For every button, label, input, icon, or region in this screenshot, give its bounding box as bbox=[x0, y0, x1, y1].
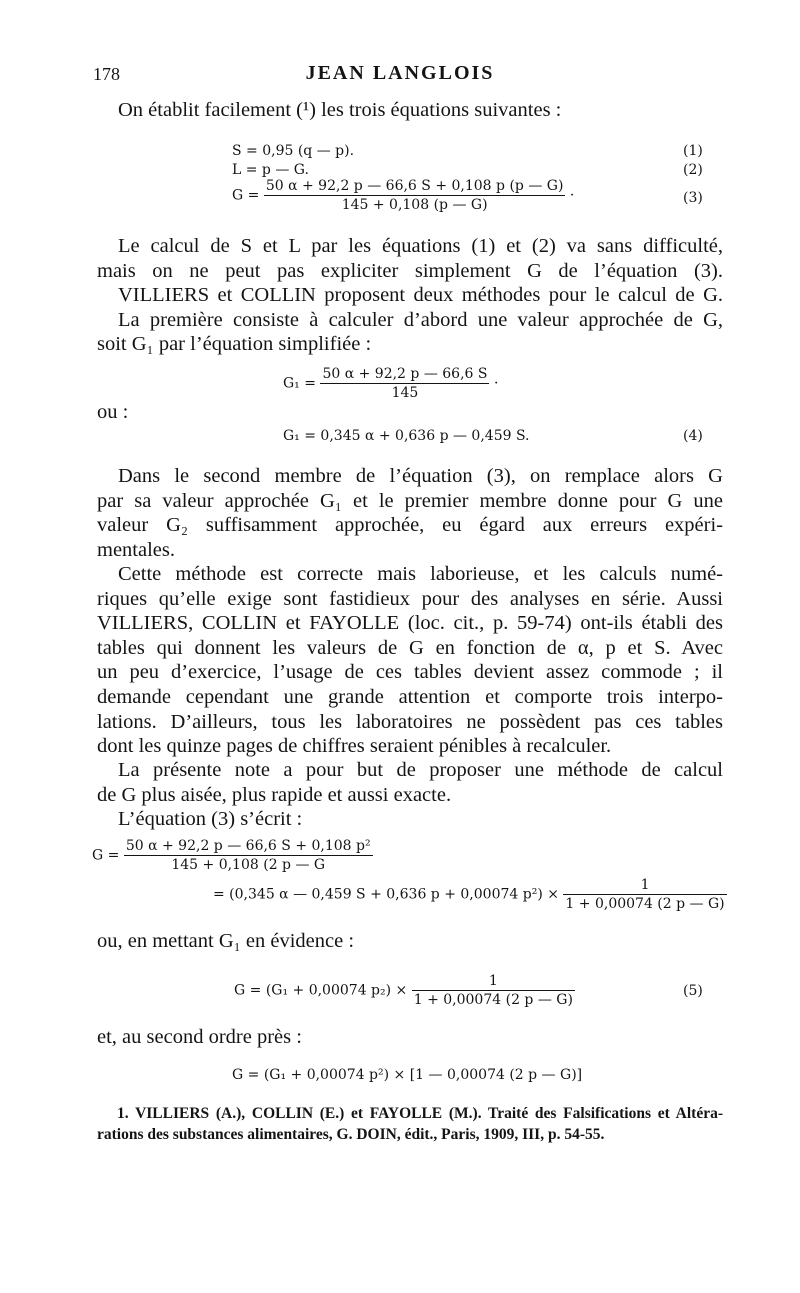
equation-number-3: (3) bbox=[683, 190, 703, 206]
paragraph-methode bbox=[97, 562, 723, 759]
text-line: valeur G₂ suffisamment approchée, eu égard aux erreurs expéri- bbox=[97, 514, 723, 537]
fraction-numerator: 1 bbox=[412, 973, 575, 991]
fraction-numerator: 50 α + 92,2 p — 66,6 S + 0,108 p (p — G) bbox=[265, 178, 564, 194]
fraction-denominator: 145 + 0,108 (2 p — G bbox=[171, 857, 326, 873]
equation-3-tail: · bbox=[569, 187, 575, 204]
ou-label bbox=[97, 400, 723, 425]
text-line: VILLIERS et COLLIN proposent deux méthodes pour le calcul de G. bbox=[118, 284, 723, 307]
footnote-line: 1. VILLIERS (A.), COLLIN (E.) et FAYOLLE (M.). Traité des Falsifications et Altéra- bbox=[117, 1105, 723, 1122]
equation-4a bbox=[283, 366, 498, 401]
text-line: de G plus aisée, plus rapide et aussi exacte. bbox=[97, 783, 452, 806]
equation-3-fraction bbox=[264, 178, 566, 213]
equation-2: L = p — G. bbox=[232, 162, 309, 178]
equation-6-fraction bbox=[412, 973, 575, 1008]
equation-4a-fraction bbox=[320, 366, 489, 401]
equation-6-expression: G = (G₁ + 0,00074 p₂) × bbox=[234, 982, 408, 999]
equation-4b: G₁ = 0,345 α + 0,636 p — 0,459 S. bbox=[283, 428, 530, 444]
equation-4a-tail: · bbox=[493, 375, 499, 392]
equation-5a-lhs: G = bbox=[92, 847, 120, 864]
fraction-denominator: 145 + 0,108 (p — G) bbox=[341, 197, 488, 213]
text-line: riques qu’elle exige sont fastidieux pour des analyses en série. Aussi bbox=[97, 587, 723, 610]
text-line: et, au second ordre près : bbox=[97, 1026, 302, 1048]
fraction-numerator: 50 α + 92,2 p — 66,6 S bbox=[322, 366, 488, 382]
text-line: dont les quinze pages de chiffres seraient pénibles à recalculer. bbox=[97, 735, 612, 758]
text-line: mais on ne peut pas expliciter simplement G de l’équation (3). bbox=[97, 259, 723, 282]
equation-number-2: (2) bbox=[683, 162, 703, 178]
text-line: ou : bbox=[97, 401, 129, 423]
text-line: On établit facilement (¹) les trois équations suivantes : bbox=[118, 99, 562, 121]
text-line: Dans le second membre de l’équation (3), on remplace alors G bbox=[118, 465, 723, 487]
text-line: soit G₁ par l’équation simplifiée : bbox=[97, 333, 372, 356]
text-line: lations. D’ailleurs, tous les laboratoires ne possèdent pas ces tables bbox=[97, 710, 723, 733]
equation-5b-fraction bbox=[563, 877, 726, 912]
text-line: Le calcul de S et L par les équations (1) et (2) va sans difficulté, bbox=[118, 235, 723, 257]
text-line: demande cependant une grande attention et comporte trois interpo- bbox=[97, 685, 723, 708]
fraction-denominator: 1 + 0,00074 (2 p — G) bbox=[565, 896, 725, 912]
text-line: La présente note a pour but de proposer une méthode de calcul bbox=[118, 759, 723, 781]
page-number: 178 bbox=[93, 64, 120, 84]
fraction-numerator: 1 bbox=[563, 877, 726, 895]
paragraph-note bbox=[97, 758, 723, 832]
text-line: un peu d’exercice, l’usage de ces tables devient assez commode ; il bbox=[97, 661, 723, 684]
fraction-numerator: 50 α + 92,2 p — 66,6 S + 0,108 p² bbox=[125, 838, 371, 854]
fraction-denominator: 145 bbox=[391, 385, 419, 401]
text-line: VILLIERS, COLLIN et FAYOLLE (loc. cit., p. 59-74) ont-ils établi des bbox=[97, 612, 723, 635]
paragraph-calcul bbox=[97, 234, 723, 357]
paragraph-intro bbox=[97, 98, 723, 123]
running-title: JEAN LANGLOIS bbox=[305, 62, 495, 84]
paragraph-second-membre bbox=[97, 464, 723, 562]
equation-5a bbox=[92, 838, 373, 873]
equation-5a-fraction bbox=[124, 838, 373, 873]
text-line: Cette méthode est correcte mais laborieuse, et les calculs numé- bbox=[118, 563, 723, 585]
equation-number-1: (1) bbox=[683, 143, 703, 159]
paragraph-second-ordre bbox=[97, 1025, 723, 1050]
equation-4a-lhs: G₁ = bbox=[283, 375, 316, 392]
equation-1: S = 0,95 (q — p). bbox=[232, 143, 355, 159]
equation-6 bbox=[234, 973, 575, 1008]
equation-5b-expression: = (0,345 α — 0,459 S + 0,636 p + 0,00074 p²) × bbox=[213, 886, 559, 903]
equation-number-4: (4) bbox=[683, 428, 703, 444]
equation-3-lhs: G = bbox=[232, 187, 260, 204]
fraction-denominator: 1 + 0,00074 (2 p — G) bbox=[413, 992, 573, 1008]
text-line: ou, en mettant G₁ en évidence : bbox=[97, 930, 355, 952]
text-line: L’équation (3) s’écrit : bbox=[118, 808, 303, 831]
equation-5b bbox=[213, 877, 727, 912]
text-line: La première consiste à calculer d’abord une valeur approchée de G, bbox=[118, 308, 723, 331]
text-line: mentales. bbox=[97, 538, 175, 561]
paragraph-evidence bbox=[97, 929, 723, 954]
equation-number-5: (5) bbox=[683, 983, 703, 999]
equation-3 bbox=[232, 178, 574, 213]
text-line: tables qui donnent les valeurs de G en fonction de α, p et S. Avec bbox=[97, 636, 723, 659]
text-line: par sa valeur approchée G₁ et le premier membre donne pour G une bbox=[97, 489, 723, 512]
footnote bbox=[97, 1103, 723, 1145]
footnote-line: rations des substances alimentaires, G. DOIN, édit., Paris, 1909, III, p. 54-55. bbox=[97, 1126, 605, 1143]
equation-7: G = (G₁ + 0,00074 p²) × [1 — 0,00074 (2 p — G)] bbox=[232, 1067, 583, 1083]
